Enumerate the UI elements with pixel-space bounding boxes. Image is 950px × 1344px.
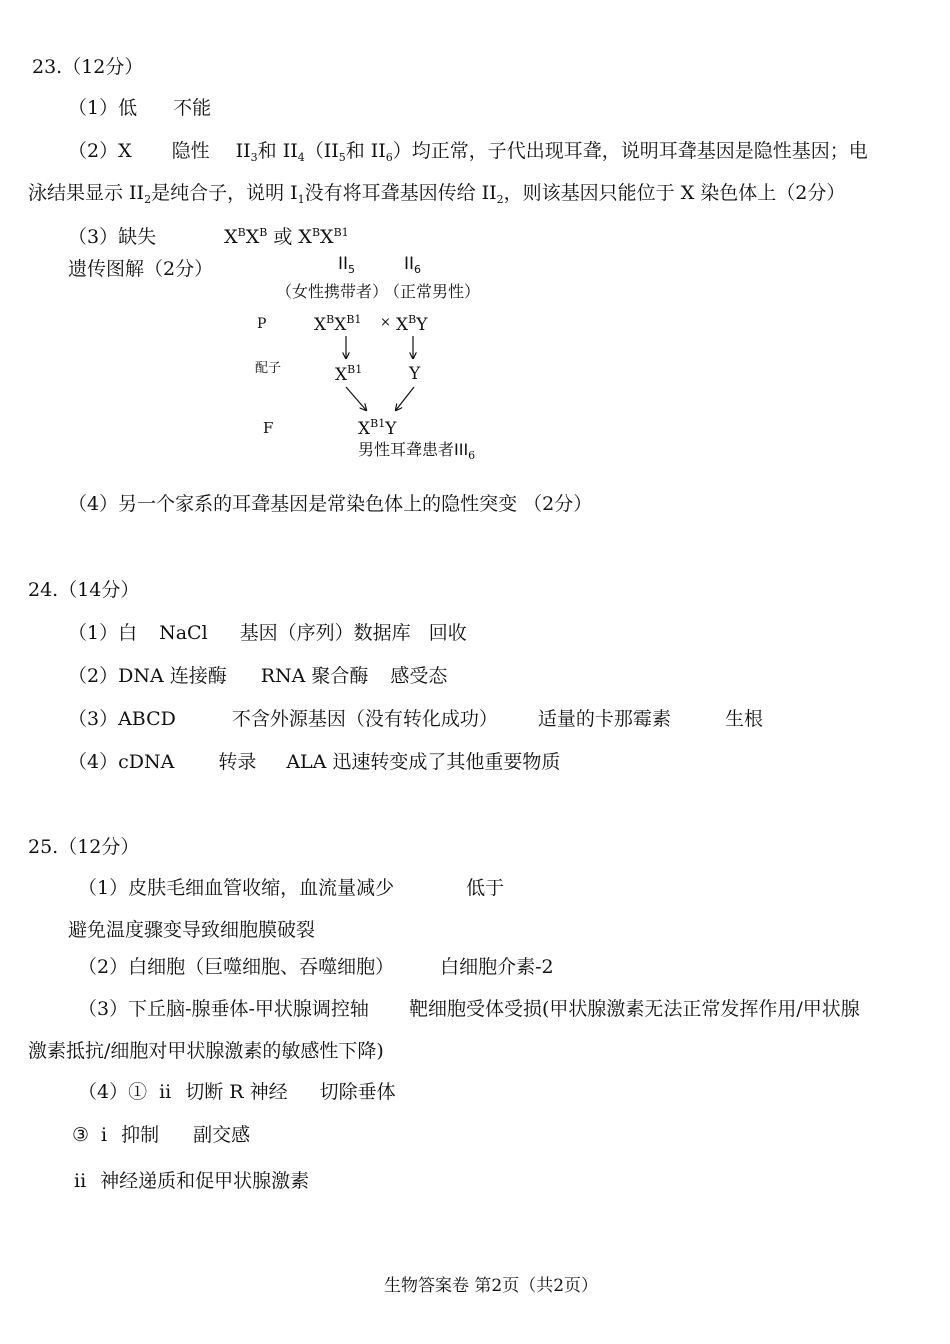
q23-part2-line2: 泳结果显示 $II_2$是纯合子，说明 $I_1$没有将耳聋基因传给 $II_2$，则该基因只能位于 X 染色体上（2分） — [28, 182, 846, 206]
father-genotype: $X^BY$ — [396, 313, 428, 335]
arrow-gamete-offspring-right — [396, 387, 414, 410]
q23-part3-a: （3）缺失 — [68, 226, 157, 248]
q23-part2-a: （2）X — [68, 140, 132, 162]
gamete-mother: $X^{B1}$ — [335, 363, 363, 385]
q25-part4: （4）① ii 切断 R 神经 切除垂体 — [78, 1081, 396, 1103]
q23-part2-c: $II_3$和 $II_4(II_5$和 $II_6$）均正常，子代出现耳聋，说明耳聋基因是隐性基因；电 — [235, 140, 868, 164]
q24-part2: （2）DNA 连接酶 RNA 聚合酶 感受态 — [68, 665, 448, 687]
ii5-label: $II_5$ — [338, 254, 356, 276]
ii6-label: $II_6$ — [404, 254, 422, 276]
q24-part3: （3）ABCD 不含外源基因（没有转化成功） 适量的卡那霉素 生根 — [68, 708, 763, 730]
q25-part3-line2: 激素抵抗/细胞对甲状腺激素的敏感性下降) — [28, 1040, 384, 1062]
q25-part2: （2）白细胞（巨噬细胞、吞噬细胞） 白细胞介素-2 — [78, 956, 554, 978]
mother-genotype: $X^BX^{B1}$ — [314, 313, 362, 335]
q25-part1-line2: 避免温度骤变导致细胞膜破裂 — [68, 919, 316, 941]
q24-heading: 24.（14分） — [28, 579, 140, 601]
q23-part1-a: （1）低 — [68, 97, 138, 119]
q23-genotypes: $X^BX^B$ 或 $X^BX^{B1}$ — [224, 226, 349, 248]
page-footer: 生物答案卷 第2页（共2页） — [384, 1276, 599, 1296]
row-label-f: F — [263, 419, 274, 437]
q24-part1: （1）白 NaCl 基因（序列）数据库 回收 — [68, 622, 467, 644]
ii5-description: （女性携带者） — [276, 282, 389, 301]
row-label-p: P — [257, 316, 267, 332]
gamete-father: Y — [409, 364, 421, 384]
offspring-genotype: $X^{B1}Y$ — [358, 417, 397, 439]
diagram-title: 遗传图解（2分） — [68, 258, 214, 280]
q23-heading: 23.（12分） — [32, 56, 144, 78]
q24-part4: （4）cDNA 转录 ALA 迅速转变成了其他重要物质 — [68, 751, 561, 773]
q25-part1: （1）皮肤毛细血管收缩，血流量减少 低于 — [78, 877, 505, 899]
q25-heading: 25.（12分） — [28, 836, 140, 858]
q23-part2-b: 隐性 — [171, 140, 210, 162]
cross-symbol: × — [380, 315, 391, 330]
q25-part6: ii 神经递质和促甲状腺激素 — [74, 1170, 310, 1192]
row-label-gamete: 配子 — [255, 361, 282, 376]
q25-part5: ③ i 抑制 副交感 — [72, 1124, 251, 1146]
ii6-description: （正常男性） — [384, 282, 481, 301]
q25-part3: （3）下丘脑-腺垂体-甲状腺调控轴 靶细胞受体受损(甲状腺激素无法正常发挥作用/甲状腺 — [78, 998, 860, 1020]
arrow-gamete-offspring-left — [346, 387, 366, 410]
q23-part1-b: 不能 — [173, 97, 212, 119]
q23-part4: （4）另一个家系的耳聋基因是常染色体上的隐性突变 （2分） — [68, 493, 593, 515]
offspring-description: 男性耳聋患者$III_6$ — [358, 440, 476, 462]
